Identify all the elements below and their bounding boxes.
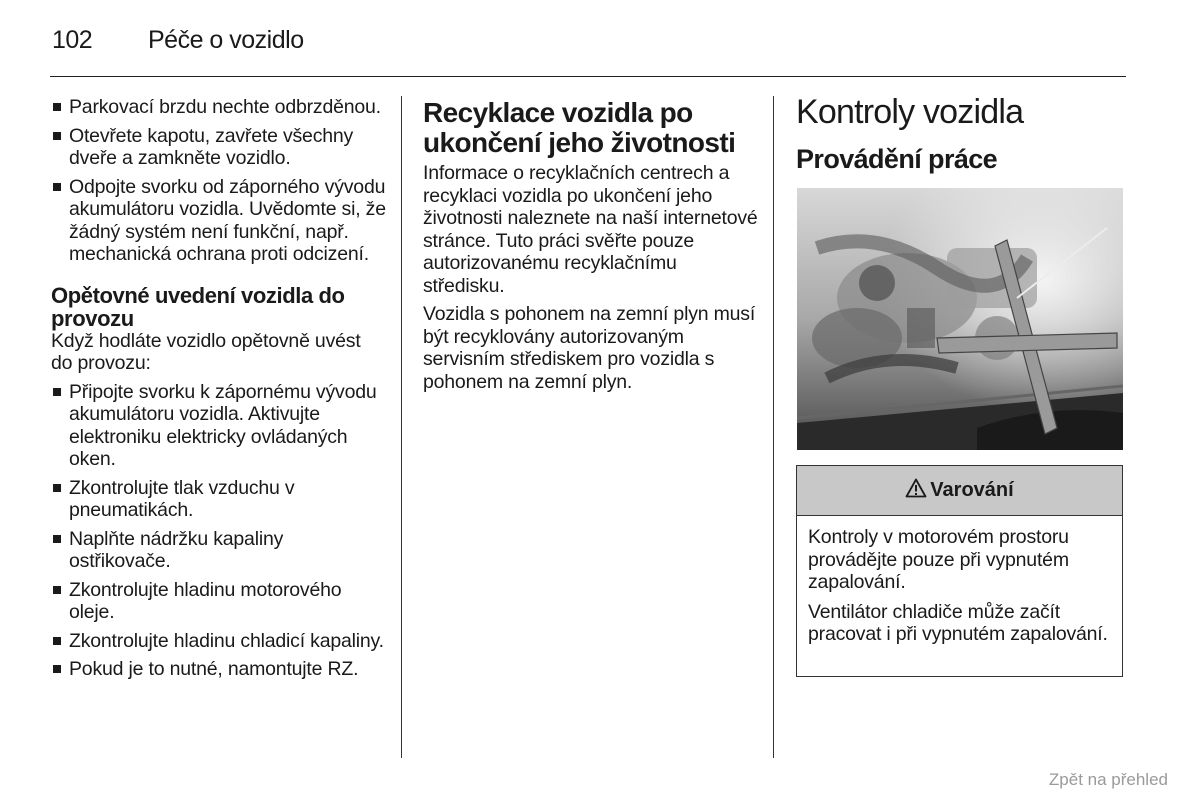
list-item: Zkontrolujte tlak vzduchu v pneumatikách. bbox=[51, 477, 386, 522]
list-item: Naplňte nádržku kapaliny ostřikovače. bbox=[51, 528, 386, 573]
warning-header bbox=[797, 466, 1122, 516]
list-item: Parkovací brzdu nechte odbrzděnou. bbox=[51, 96, 386, 119]
bullet-square-icon bbox=[53, 535, 61, 543]
chapter-title: Péče o vozidlo bbox=[148, 26, 304, 54]
bullet-list bbox=[51, 381, 386, 681]
list-item: Připojte svorku k zápornému vývodu akumulátoru vozidla. Aktivujte elektroniku elektricky ovládaných oken. bbox=[51, 381, 386, 471]
bullet-list bbox=[51, 96, 386, 266]
bullet-square-icon bbox=[53, 183, 61, 191]
engine-bay-illustration bbox=[797, 188, 1123, 450]
bullet-square-icon bbox=[53, 103, 61, 111]
bullet-square-icon bbox=[53, 388, 61, 396]
paragraph: Informace o recyklačních centrech a recyklaci vozidla po ukončení jeho životnosti naleznete na naší internetové stránce. Tuto práci svěřte pouze autorizovanému recyklačnímu středisku. bbox=[423, 162, 758, 297]
list-item: Odpojte svorku od záporného vývodu akumulátoru vozidla. Uvědomte si, že žádný systém není funkční, např. mechanická ochrana proti odcizení. bbox=[51, 176, 386, 266]
page-number: 102 bbox=[52, 26, 93, 54]
bullet-square-icon bbox=[53, 132, 61, 140]
list-item: Zkontrolujte hladinu motorového oleje. bbox=[51, 579, 386, 624]
bullet-square-icon bbox=[53, 637, 61, 645]
list-item: Zkontrolujte hladinu chladicí kapaliny. bbox=[51, 630, 386, 653]
bullet-square-icon bbox=[53, 586, 61, 594]
warning-box bbox=[796, 465, 1123, 677]
section-subheading: Provádění práce bbox=[796, 144, 998, 174]
warning-paragraph: Ventilátor chladiče může začít pracovat i při vypnutém zapalování. bbox=[808, 600, 1108, 645]
warning-body bbox=[797, 516, 1122, 646]
warning-title: Varování bbox=[930, 479, 1014, 501]
section-heading: Recyklace vozidla po ukončení jeho životnosti bbox=[423, 97, 736, 158]
paragraph: Vozidla s pohonem na zemní plyn musí být recyklovány autorizovaným servisním střediskem pro vozidla s pohonem na zemní plyn. bbox=[423, 303, 756, 393]
warning-triangle-icon bbox=[905, 478, 927, 504]
warning-paragraph: Kontroly v motorovém prostoru provádějte pouze při vypnutém zapalování. bbox=[808, 526, 1069, 593]
chapter-heading: Kontroly vozidla bbox=[796, 93, 1024, 131]
column-middle bbox=[423, 96, 763, 399]
column-left bbox=[51, 96, 386, 687]
list-item: Pokud je to nutné, namontujte RZ. bbox=[51, 658, 386, 681]
column-divider bbox=[773, 96, 774, 758]
engine-bay-photo bbox=[797, 188, 1123, 450]
intro-paragraph: Když hodláte vozidlo opětovně uvést do provozu: bbox=[51, 329, 361, 374]
bullet-square-icon bbox=[53, 484, 61, 492]
section-subheading: Opětovné uvedení vozidla do provozu bbox=[51, 282, 345, 331]
column-right bbox=[796, 93, 1126, 174]
bullet-square-icon bbox=[53, 665, 61, 673]
page-header bbox=[50, 24, 1126, 77]
back-to-overview-link[interactable]: Zpět na přehled bbox=[1048, 770, 1168, 789]
list-item: Otevřete kapotu, zavřete všechny dveře a zamkněte vozidlo. bbox=[51, 125, 386, 170]
column-divider bbox=[401, 96, 402, 758]
